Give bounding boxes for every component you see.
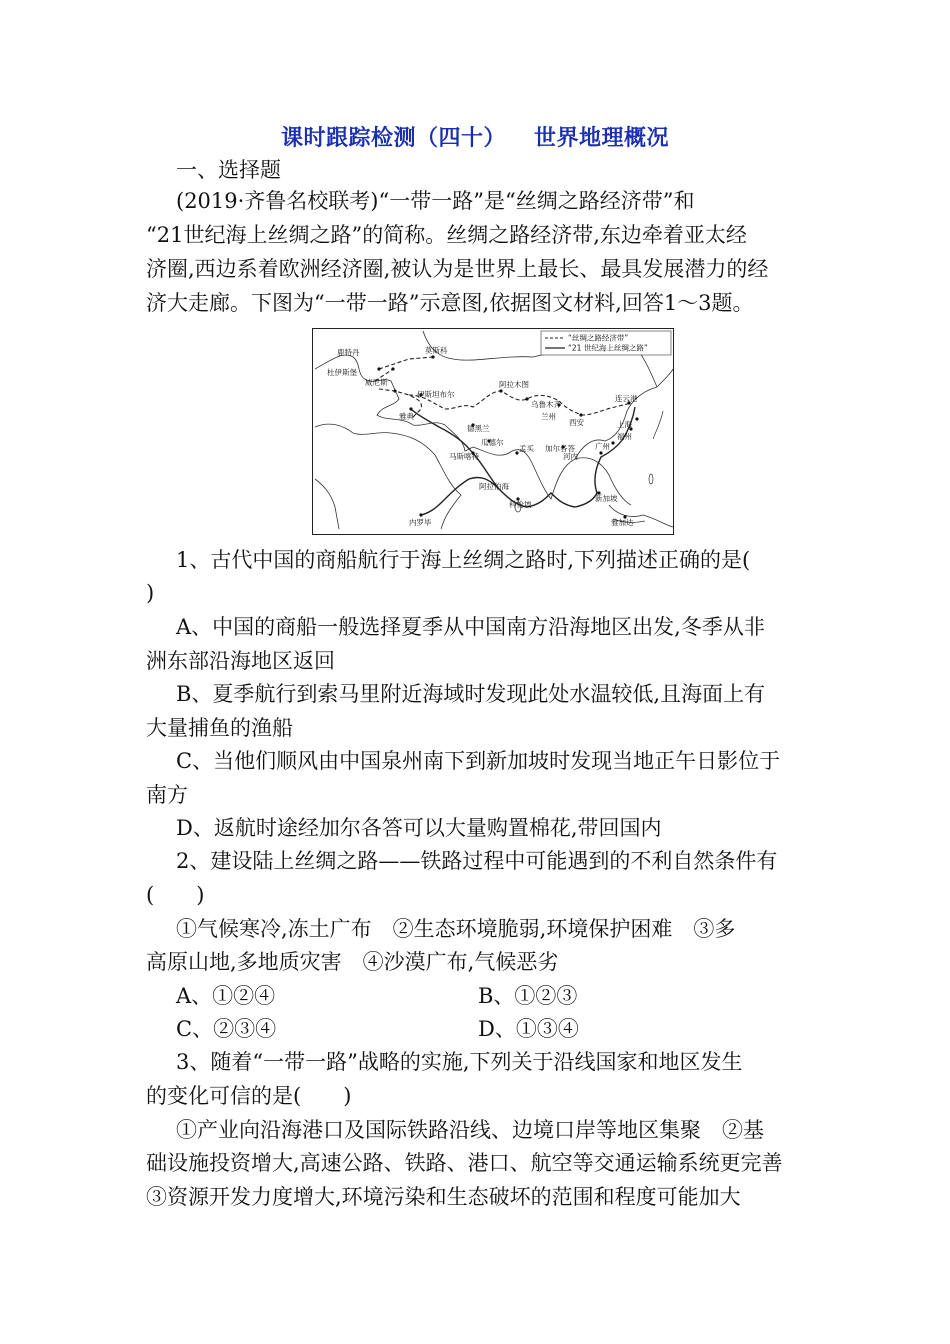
section-heading: 一、选择题	[176, 158, 281, 182]
q1-option-b: B、夏季航行到索马里附近海域时发现此处水温较低,且海面上有	[176, 682, 766, 706]
q1-option-a: A、中国的商船一般选择夏季从中国南方沿海地区出发,冬季从非	[176, 615, 765, 639]
title-part1: 课时跟踪检测（四十）	[280, 125, 506, 151]
q1-option-a-cont: 洲东部沿海地区返回	[146, 649, 335, 673]
q1-stem: 1、古代中国的商船航行于海上丝绸之路时,下列描述正确的是(	[176, 548, 751, 572]
q1-option-c-cont: 南方	[146, 783, 188, 807]
label-mumbai: 孟买	[519, 444, 534, 453]
islands	[515, 411, 663, 522]
label-colombo: 科伦坡	[509, 500, 532, 509]
label-tehran: 德黑兰	[467, 424, 490, 433]
label-almaty: 阿拉木图	[499, 380, 529, 389]
page-title	[0, 121, 950, 152]
label-lanzhou: 兰州	[541, 412, 556, 421]
q1-option-d: D、返航时途经加尔各答可以大量购置棉花,带回国内	[176, 816, 662, 840]
q2-stem: 2、建设陆上丝绸之路——铁路过程中可能遇到的不利自然条件有	[176, 849, 778, 873]
intro-line: “21世纪海上丝绸之路”的简称。丝绸之路经济带,东边牵着亚太经	[146, 223, 747, 247]
label-athens: 雅典	[399, 412, 414, 421]
label-venice: 威尼斯	[365, 378, 388, 387]
coastlines	[315, 331, 673, 529]
q2-stem-cont: ( )	[146, 883, 205, 907]
intro-line: (2019·齐鲁名校联考)“一带一路”是“丝绸之路经济带”和	[176, 189, 695, 213]
label-shanghai: 上海	[617, 420, 632, 429]
label-nairobi: 内罗毕	[409, 518, 432, 527]
belt-road-map	[312, 328, 674, 535]
intro-line: 济大走廊。下图为“一带一路”示意图,依据图文材料,回答1～3题。	[146, 291, 754, 315]
label-duisburg: 杜伊斯堡	[327, 368, 357, 377]
intro-line: 济圈,西边系着欧洲经济圈,被认为是世界上最长、最具发展潜力的经	[146, 257, 769, 281]
q3-stem: 3、随着“一带一路”战略的实施,下列关于沿线国家和地区发生	[176, 1050, 743, 1074]
label-jakarta: 雅加达	[611, 518, 634, 527]
q1-option-c: C、当他们顺风由中国泉州南下到新加坡时发现当地正午日影位于	[176, 749, 781, 773]
q2-option-c: C、②③④	[176, 1017, 277, 1041]
q2-option-a: A、①②④	[176, 984, 276, 1008]
label-arabian-sea: 阿拉伯海	[479, 482, 509, 491]
q3-item-line: ③资源开发力度增大,环境污染和生态破坏的范围和程度可能加大	[146, 1185, 741, 1209]
label-muscat: 马斯喀特	[449, 452, 479, 461]
q2-items-cont: 高原山地,多地质灾害 ④沙漠广布,气候恶劣	[146, 950, 559, 974]
q3-item-line: ①产业向沿海港口及国际铁路沿线、边境口岸等地区集聚 ②基	[176, 1118, 764, 1142]
label-fuzhou: 福州	[617, 432, 632, 441]
label-guangzhou: 广州	[595, 442, 610, 451]
label-istanbul: 伊斯坦布尔	[417, 390, 455, 399]
q3-item-line: 础设施投资增大,高速公路、铁路、港口、航空等交通运输系统更完善	[146, 1151, 783, 1175]
label-xian: 西安	[569, 418, 584, 427]
label-hanoi: 河内	[563, 452, 578, 461]
q1-option-b-cont: 大量捕鱼的渔船	[146, 716, 293, 740]
label-gwadar: 瓜德尔	[481, 438, 504, 447]
map-legend	[541, 331, 671, 355]
legend-maritime-road: “21 世纪海上丝绸之路”	[568, 343, 648, 353]
label-rotterdam: 鹿特丹	[337, 348, 360, 357]
label-kolkata: 加尔各答	[545, 444, 575, 453]
label-moscow: 莫斯科	[425, 346, 448, 355]
map-drawing	[313, 329, 673, 534]
q1-stem-cont: )	[146, 581, 155, 605]
label-urumqi: 乌鲁木齐	[531, 400, 561, 409]
q2-option-b: B、①②③	[478, 984, 578, 1008]
q2-items: ①气候寒冷,冻土广布 ②生态环境脆弱,环境保护困难 ③多	[176, 917, 736, 941]
q2-option-d: D、①③④	[478, 1017, 579, 1041]
q3-stem-cont: 的变化可信的是( )	[146, 1084, 352, 1108]
title-part2: 世界地理概况	[534, 125, 670, 151]
legend-economic-belt: “丝绸之路经济带”	[568, 333, 629, 343]
label-singapore: 新加坡	[595, 494, 618, 503]
label-lianyungang: 连云港	[615, 394, 638, 403]
